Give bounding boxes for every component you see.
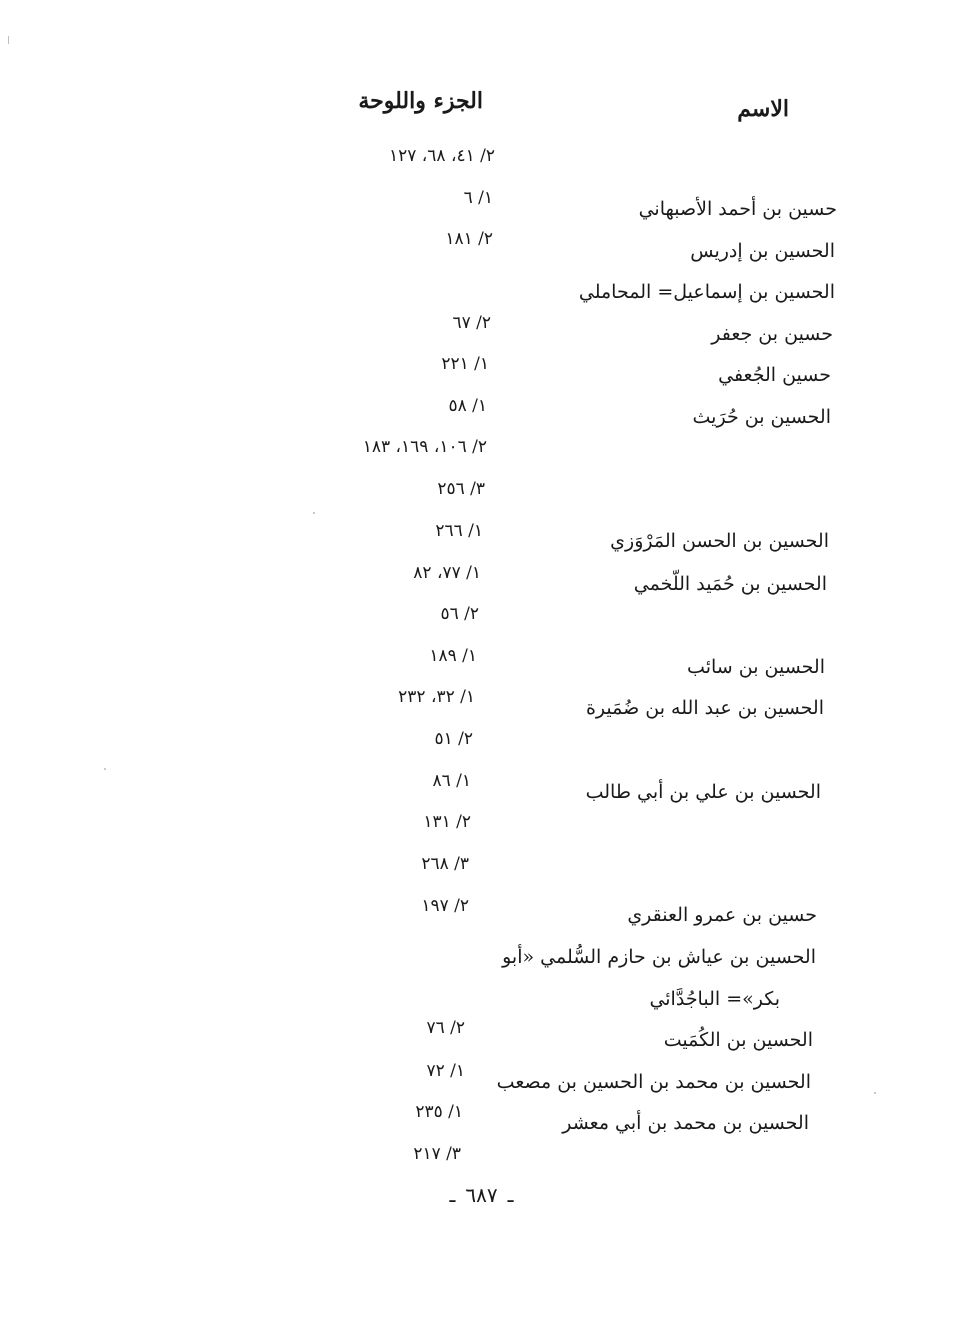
index-entry-ref: ١/ ٢٣٥ (415, 1102, 463, 1122)
page-number-value: ٦٨٧ (465, 1183, 498, 1207)
index-entry-ref: ٢/ ٤١، ٦٨، ١٢٧ (389, 146, 495, 166)
ref-column-header: الجزء واللوحة (358, 88, 483, 114)
index-entry-ref: ٢/ ٦٧ (452, 313, 491, 333)
scan-speck (104, 768, 106, 770)
index-entry-name: حسين بن جعفر (711, 323, 833, 345)
index-entry-ref: ١/ ٢٢١ (441, 354, 489, 374)
scan-speck (313, 512, 315, 514)
index-entry-ref: ٢/ ٥١ (434, 729, 473, 749)
index-entry-ref: ٣/ ٢٦٨ (421, 854, 469, 874)
index-entry-ref: ١/ ٣٢، ٢٣٢ (398, 687, 475, 707)
index-entry-name: الحسين بن حُرَيث (692, 406, 831, 428)
index-entry-name: الحسين بن محمد بن أبي معشر (562, 1112, 809, 1134)
name-column-header: الاسم (737, 96, 789, 122)
index-entry-name: حسين بن عمرو العنقري (627, 904, 817, 926)
index-entry-ref: ١/ ٦ (463, 188, 493, 208)
index-entry-name: الحسين بن الحسن المَرْوَزي (610, 530, 829, 552)
index-entry-name: الحسين بن الكُمَيت (663, 1029, 813, 1051)
index-entry-ref: ١/ ٧٧، ٨٢ (413, 563, 481, 583)
index-entry-name: الحسين بن عياش بن حازم السُّلمي «أبو (502, 946, 816, 968)
index-entry-name: الحسين بن علي بن أبي طالب (585, 781, 821, 803)
index-entry-name: حسين بن أحمد الأصبهاني (638, 198, 837, 220)
index-entry-name: الحسين بن محمد بن الحسين بن مصعب (496, 1071, 811, 1093)
index-entry-ref: ٢/ ٧٦ (426, 1018, 465, 1038)
index-entry-name: الحسين بن حُمَيد اللّخمي (633, 573, 827, 595)
index-entry-ref: ٢/ ١٣١ (423, 812, 471, 832)
index-entry-name: الحسين بن إسماعيل= المحاملي (578, 281, 835, 303)
index-entry-ref: ١/ ٥٨ (448, 396, 487, 416)
index-entry-name: الحسين بن عبد الله بن ضُمَيرة (585, 697, 824, 719)
index-entry-ref: ٢/ ١٠٦، ١٦٩، ١٨٣ (362, 437, 487, 457)
index-entry-ref: ٢/ ٥٦ (440, 604, 479, 624)
page-number: ـ٦٨٧ـ (449, 1183, 514, 1207)
index-entry-ref: ١/ ٧٢ (426, 1061, 465, 1081)
index-entry-ref: ٢/ ١٨١ (445, 229, 493, 249)
index-entry-ref: ٢/ ١٩٧ (421, 896, 469, 916)
index-entry-name: بكر»= الباجُدَّائي (649, 988, 780, 1010)
scan-speck (874, 1092, 876, 1094)
index-entry-ref: ٣/ ٢١٧ (413, 1144, 461, 1164)
scan-speck (8, 36, 9, 44)
index-entry-name: الحسين بن إدريس (690, 240, 835, 262)
index-entry-ref: ١/ ٨٦ (432, 771, 471, 791)
index-entry-name: حسين الجُعفي (718, 364, 831, 386)
index-entry-ref: ١/ ١٨٩ (429, 646, 477, 666)
index-entry-ref: ١/ ٢٦٦ (435, 521, 483, 541)
index-entry-name: الحسين بن سائب (687, 656, 825, 678)
index-entry-ref: ٣/ ٢٥٦ (437, 479, 485, 499)
